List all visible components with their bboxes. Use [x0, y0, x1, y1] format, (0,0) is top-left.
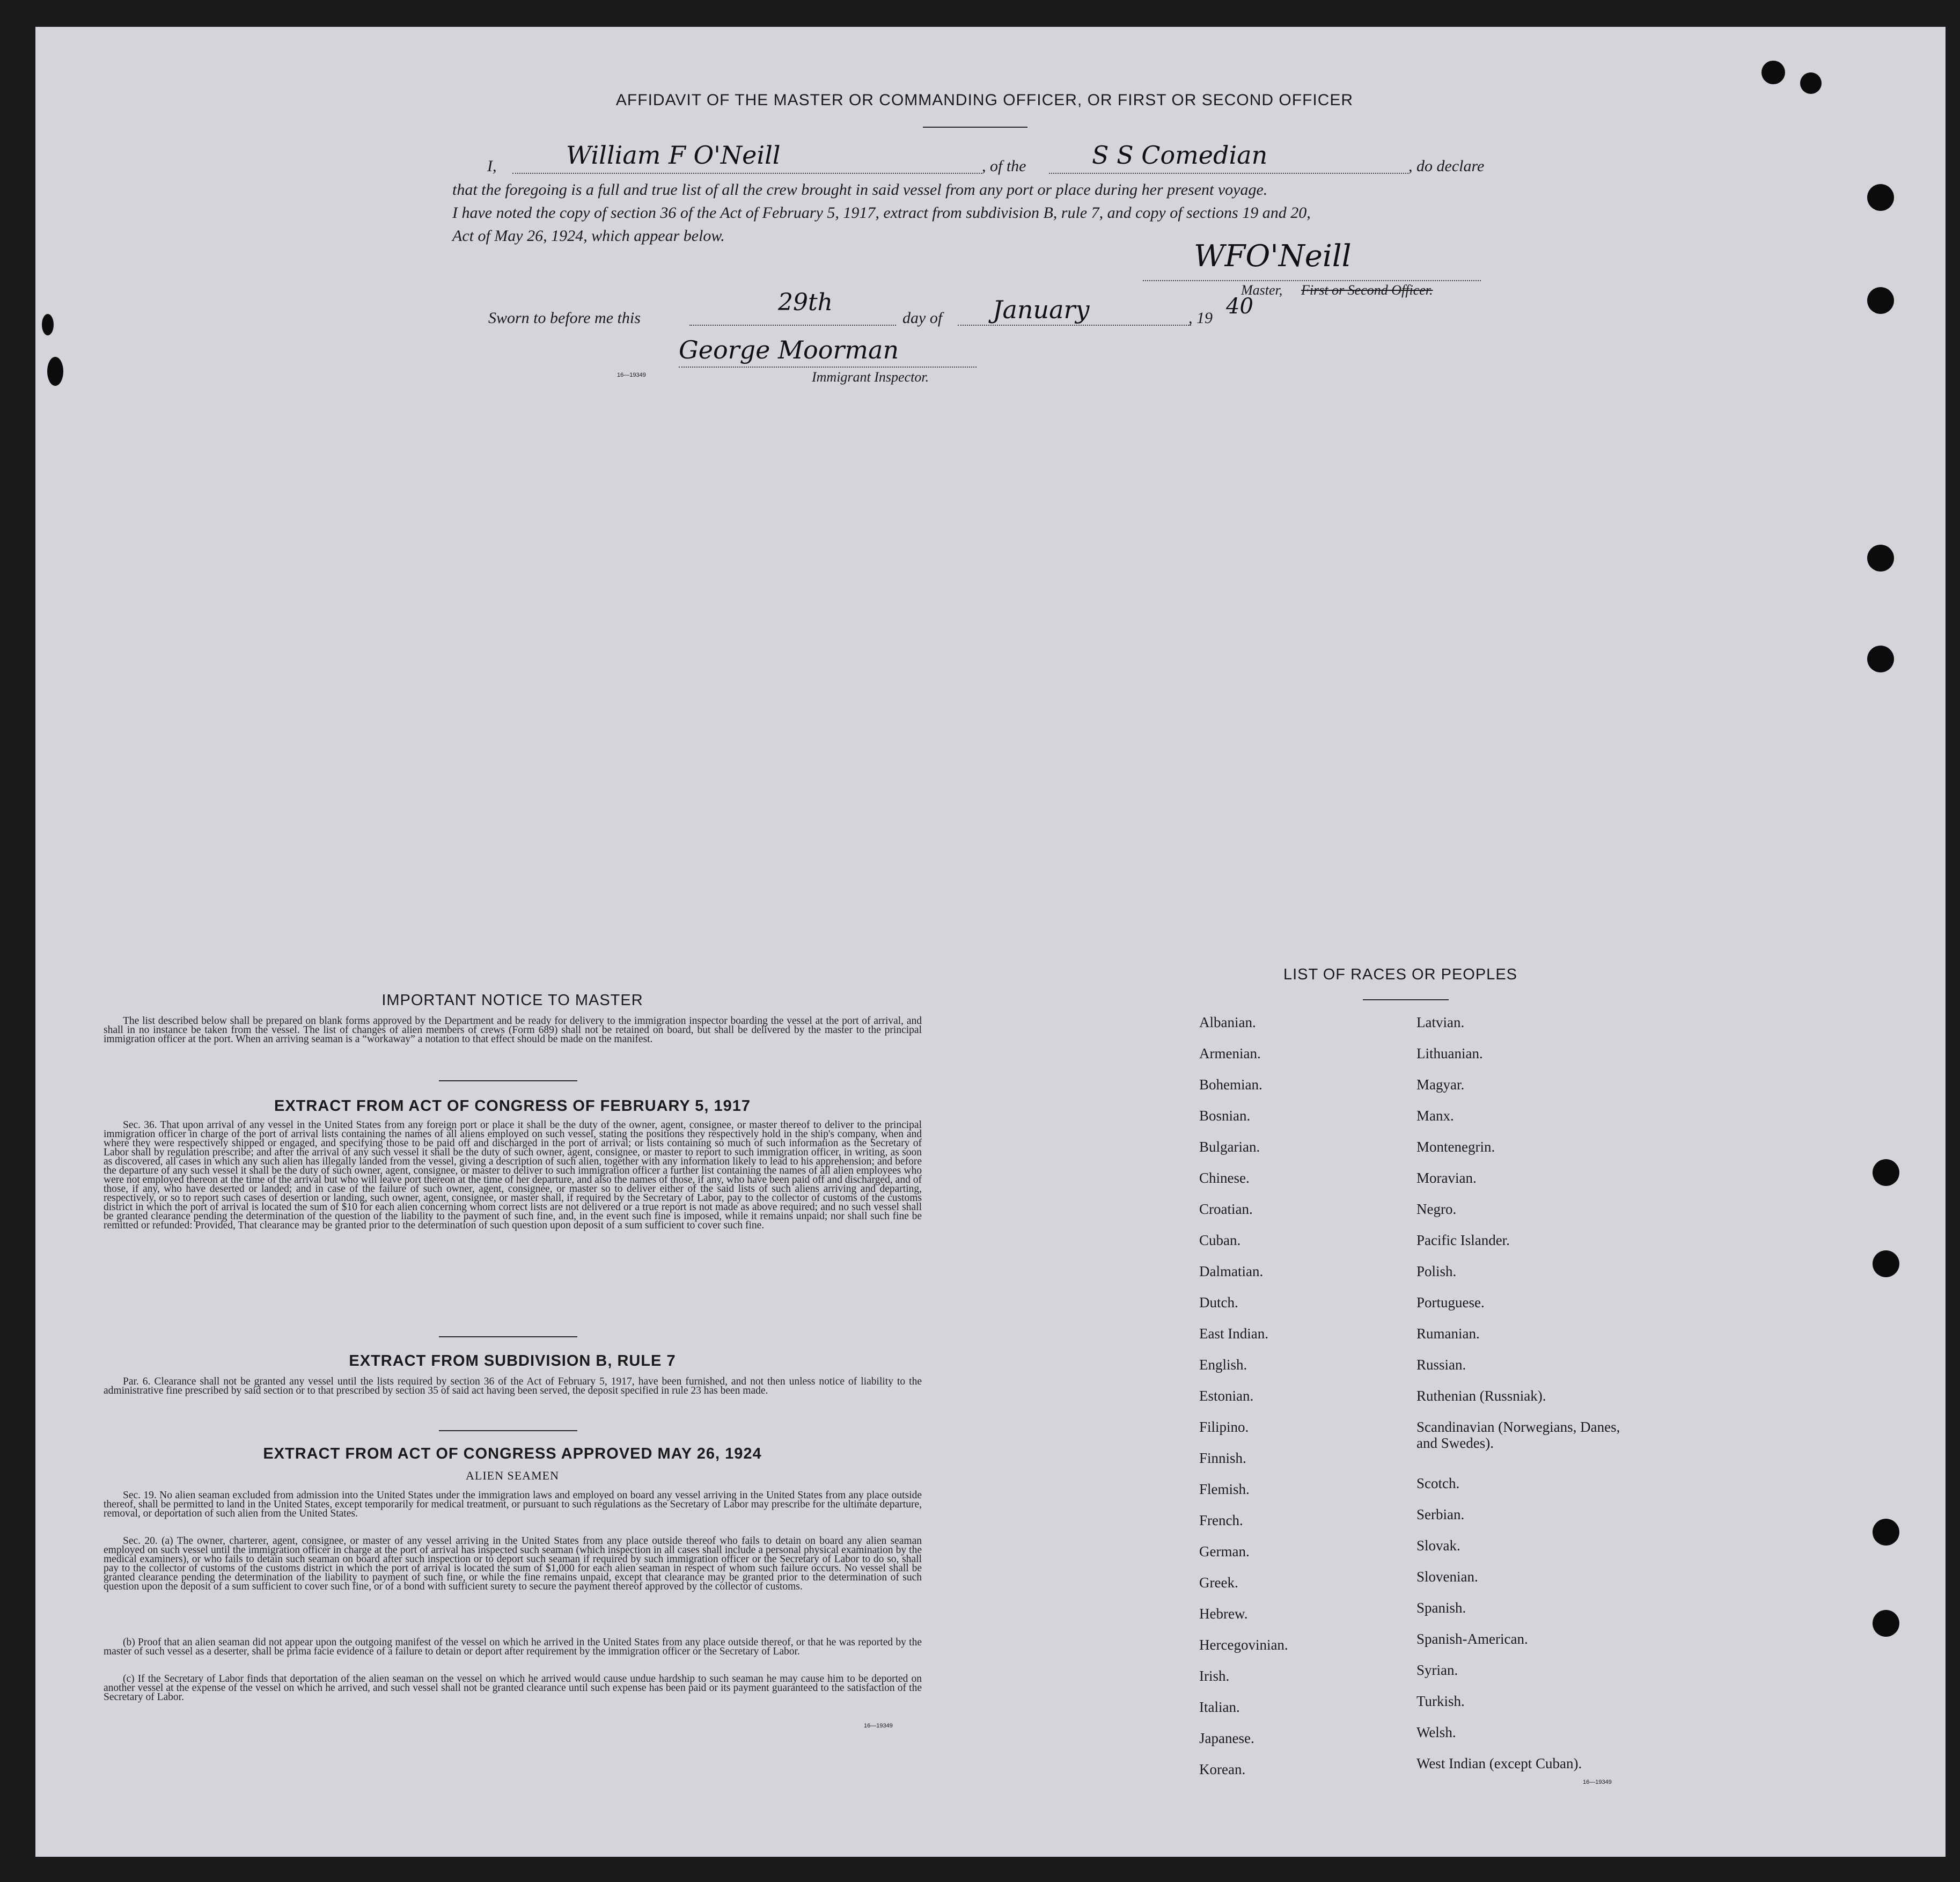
race-item: Rumanian. — [1416, 1326, 1480, 1342]
day-line — [689, 325, 896, 326]
race-item: Russian. — [1416, 1357, 1466, 1373]
race-item: Magyar. — [1416, 1077, 1465, 1093]
struck-officer-label: First or Second Officer. — [1301, 282, 1433, 298]
races-left-column — [1199, 1014, 1288, 1792]
handwritten-master-name: William F O'Neill — [566, 141, 781, 170]
race-item: Welsh. — [1416, 1724, 1456, 1740]
section-divider — [439, 1430, 577, 1431]
race-item: Negro. — [1416, 1201, 1457, 1217]
race-item: Syrian. — [1416, 1662, 1458, 1678]
punch-hole — [47, 357, 63, 386]
race-item: Spanish-American. — [1416, 1631, 1528, 1647]
handwritten-year: 40 — [1226, 294, 1253, 319]
race-item: Pacific Islander. — [1416, 1232, 1510, 1248]
race-item: Manx. — [1416, 1108, 1454, 1124]
master-signature-line — [1143, 280, 1481, 281]
title-divider — [923, 127, 1027, 128]
handwritten-month: January — [993, 295, 1090, 324]
race-item: Chinese. — [1199, 1170, 1250, 1186]
race-item: Estonian. — [1199, 1388, 1254, 1404]
master-signature: WFO'Neill — [1194, 239, 1352, 274]
race-item: Hercegovinian. — [1199, 1637, 1288, 1653]
race-item: Slovenian. — [1416, 1569, 1478, 1585]
form-code: 16—19349 — [617, 372, 646, 378]
sec20c-text: (c) If the Secretary of Labor finds that deportation of the alien seaman on the vessel on which he arrived would cause undue hardship to such seaman he may cause him to be deported on another vessel at the expense of the vessel on which he arrived, and such vessel shall not be granted clearance until such expense has been paid or its payment guaranteed to the satisfaction of the Secretary of Labor. — [104, 1673, 922, 1703]
race-item: Moravian. — [1416, 1170, 1477, 1186]
handwritten-vessel-name: S S Comedian — [1092, 141, 1268, 170]
prefix-i: I, — [487, 157, 497, 175]
races-form-code: 16—19349 — [1583, 1779, 1612, 1785]
race-item: Cuban. — [1199, 1232, 1241, 1248]
extract-1924-title: EXTRACT FROM ACT OF CONGRESS APPROVED MAY 26, 1924 — [263, 1445, 762, 1462]
do-declare-label: , do declare — [1408, 157, 1485, 175]
inspector-label: Immigrant Inspector. — [812, 369, 929, 385]
section-divider — [439, 1080, 577, 1081]
punch-hole — [1867, 184, 1894, 211]
alien-seamen-subtitle: ALIEN SEAMEN — [466, 1469, 559, 1482]
sec20a-text: Sec. 20. (a) The owner, charterer, agent, consignee, or master of any vessel arriving in the United States from any place outside thereof who fails to detain on board any alien seaman employed on such vessel until the immigration officer in charge at the port of arrival has inspected such seaman (which inspection in all cases shall include a personal physical examination by the medical examiners), or who fails to detain such seaman on board after such inspection or to deport such seaman if required by such immigration officer or the Secretary of Labor to do so, shall pay to the collector of customs of the customs district in which the port of arrival is located the sum of $1,000 for each alien seaman in respect of whom such failure occurs. No vessel shall be granted clearance pending the determination of the liability to payment of such fine, or while the fine remains unpaid, except that clearance may be granted prior to the determination of such question upon the deposit of a sum sufficient to cover such fine, or of a bond with sufficient surety to secure the payment thereof approved by the collector of customs. — [104, 1535, 922, 1592]
race-item: Korean. — [1199, 1761, 1246, 1777]
punch-hole — [1867, 287, 1894, 314]
extract-rule7-text: Par. 6. Clearance shall not be granted any vessel until the lists required by section 36 of the Act of February 5, 1917, have been furnished, and not then unless notice of liability to the administrative fine prescribed by said section or to that prescribed by section 35 of said act having been served, the deposit specified in rule 23 has been made. — [104, 1376, 922, 1396]
punch-hole — [42, 314, 54, 335]
races-title-divider — [1363, 999, 1449, 1000]
race-item: Bohemian. — [1199, 1077, 1262, 1093]
month-line — [958, 325, 1191, 326]
year-prefix: , 19 — [1188, 309, 1213, 327]
punch-hole — [1873, 1519, 1899, 1546]
races-title: LIST OF RACES OR PEOPLES — [1283, 966, 1518, 983]
race-item: Japanese. — [1199, 1730, 1254, 1746]
punch-hole — [1800, 72, 1822, 94]
race-item: Albanian. — [1199, 1014, 1256, 1030]
affidavit-title: AFFIDAVIT OF THE MASTER OR COMMANDING OFFICER, OR FIRST OR SECOND OFFICER — [615, 91, 1354, 109]
races-right-column — [1416, 1014, 1642, 1786]
race-item: Bosnian. — [1199, 1108, 1251, 1124]
race-item: Slovak. — [1416, 1537, 1460, 1554]
punch-hole — [1761, 61, 1785, 84]
day-of-label: day of — [902, 309, 943, 327]
race-item: Hebrew. — [1199, 1606, 1248, 1622]
race-item: Turkish. — [1416, 1693, 1465, 1709]
affidavit-body-line-1: that the foregoing is a full and true list of all the crew brought in said vessel from any port or place during her present voyage. — [452, 181, 1268, 199]
race-item: East Indian. — [1199, 1326, 1268, 1342]
race-item: Portuguese. — [1416, 1294, 1485, 1310]
race-item: Ruthenian (Russniak). — [1416, 1388, 1546, 1404]
race-item: Armenian. — [1199, 1045, 1261, 1061]
section-divider — [439, 1336, 577, 1337]
extract-rule7-title: EXTRACT FROM SUBDIVISION B, RULE 7 — [349, 1352, 676, 1370]
punch-hole — [1873, 1159, 1899, 1186]
punch-hole — [1867, 545, 1894, 572]
sec19-text: Sec. 19. No alien seaman excluded from admission into the United States under the immigration laws and employed on board any vessel arriving in the United States from any place outside thereof, shall be permitted to land in the United States, except temporarily for medical treatment, or pursuant to such regulations as the Secretary of Labor may prescribe for the ultimate departure, removal, or deportation of such alien from the United States. — [104, 1490, 922, 1519]
notice-text: The list described below shall be prepared on blank forms approved by the Department and be ready for delivery to the immigration inspector boarding the vessel at the port of arrival, and shall in no instance be taken from the vessel. The list of changes of alien members of crews (Form 689) shall not be retained on board, but shall be delivered by the master to the principal immigration officer at the port. When an arriving seaman is a “workaway” a notation to that effect should be made on the manifest. — [104, 1015, 922, 1045]
race-item: Italian. — [1199, 1699, 1240, 1715]
race-item: Latvian. — [1416, 1014, 1465, 1030]
inspector-signature: George Moorman — [679, 335, 899, 364]
race-item: Filipino. — [1199, 1419, 1249, 1435]
race-item: Scotch. — [1416, 1475, 1460, 1491]
punch-hole — [1867, 646, 1894, 672]
handwritten-day: 29th — [778, 289, 833, 316]
notice-title: IMPORTANT NOTICE TO MASTER — [381, 992, 643, 1009]
race-item: French. — [1199, 1512, 1243, 1528]
affidavit-body-line-3: Act of May 26, 1924, which appear below. — [452, 227, 725, 245]
race-item: Scandinavian (Norwegians, Danes, and Swedes). — [1416, 1419, 1620, 1451]
race-item: Bulgarian. — [1199, 1139, 1260, 1155]
sec20b-text: (b) Proof that an alien seaman did not appear upon the outgoing manifest of the vessel on which he arrived in the United States from any place outside thereof, or that he was reported by the master of such vessel as a deserter, shall be prima facie evidence of a failure to detain or deport after requirement by the immigration officer or the Secretary of Labor. — [104, 1637, 922, 1657]
inspector-line — [679, 367, 977, 368]
vessel-line — [1049, 173, 1408, 174]
extract-1917-title: EXTRACT FROM ACT OF CONGRESS OF FEBRUARY 5, 1917 — [274, 1097, 751, 1115]
race-item: English. — [1199, 1357, 1247, 1373]
extract-form-code: 16—19349 — [864, 1723, 893, 1729]
race-item: Irish. — [1199, 1668, 1230, 1684]
extract-1917-text: Sec. 36. That upon arrival of any vessel in the United States from any foreign port or place it shall be the duty of the owner, agent, consignee, or master thereof to deliver to the principal immigration officer in charge of the port of arrival lists containing the names of all aliens employed on such vessel, stating the positions they respectively hold in the ship's company, when and where they were respectively shipped or engaged, and specifying those to be paid off and discharged in the port of arrival; or lists containing so much of such information as the Secretary of Labor shall by regulation prescribe; and after the arrival of any such vessel it shall be the duty of such owner, agent, consignee, or master to report to such immigration officer, in writing, as soon as discovered, all cases in which any such alien has illegally landed from the vessel, giving a description of such alien, together with any information likely to lead to his apprehension; and before the departure of any such vessel it shall be the duty of such owner, agent, consignee, or master to deliver to such immigration officer a further list containing the names of all alien employees who were not employed thereon at the time of the arrival but who will leave port thereon at the time of her departure, and also the names of those, if any, who have been paid off and discharged, and of those, if any, who have deserted or landed; and in case of the failure of such owner, agent, consignee, or master so to deliver either of the said lists of such aliens arriving and departing, respectively, or so to report such cases of desertion or landing, such owner, agent, consignee, or master shall, if required by the Secretary of Labor, pay to the collector of customs of the customs district in which the port of arrival is located the sum of $10 for each alien concerning whom correct lists are not delivered or a true report is not made as above required; and no such vessel shall be granted clearance pending the determination of the question of the liability to the payment of such fine, and, in the event such fine is imposed, while it remains unpaid; nor shall such fine be remitted or refunded: Provided, That clearance may be granted prior to the determination of such question upon deposit of a sum sufficient to cover such fine. — [104, 1119, 922, 1231]
race-item: German. — [1199, 1543, 1250, 1559]
race-item: Flemish. — [1199, 1481, 1250, 1497]
race-item: Montenegrin. — [1416, 1139, 1495, 1155]
master-label: Master, — [1241, 282, 1283, 298]
sworn-label: Sworn to before me this — [488, 309, 641, 327]
affidavit-body-line-2: I have noted the copy of section 36 of the Act of February 5, 1917, extract from subdivision B, rule 7, and copy of sections 19 and 20, — [452, 204, 1311, 222]
punch-hole — [1873, 1250, 1899, 1277]
race-item: Croatian. — [1199, 1201, 1253, 1217]
race-item: Dutch. — [1199, 1294, 1238, 1310]
race-item: West Indian (except Cuban). — [1416, 1755, 1582, 1771]
race-item: Dalmatian. — [1199, 1263, 1264, 1279]
race-item: Polish. — [1416, 1263, 1457, 1279]
race-item: Greek. — [1199, 1575, 1238, 1591]
race-item: Spanish. — [1416, 1600, 1466, 1616]
punch-hole — [1873, 1610, 1899, 1637]
name-line — [512, 173, 982, 174]
race-item: Serbian. — [1416, 1506, 1465, 1522]
of-the-label: , of the — [982, 157, 1026, 175]
race-item: Lithuanian. — [1416, 1045, 1483, 1061]
race-item: Finnish. — [1199, 1450, 1246, 1466]
